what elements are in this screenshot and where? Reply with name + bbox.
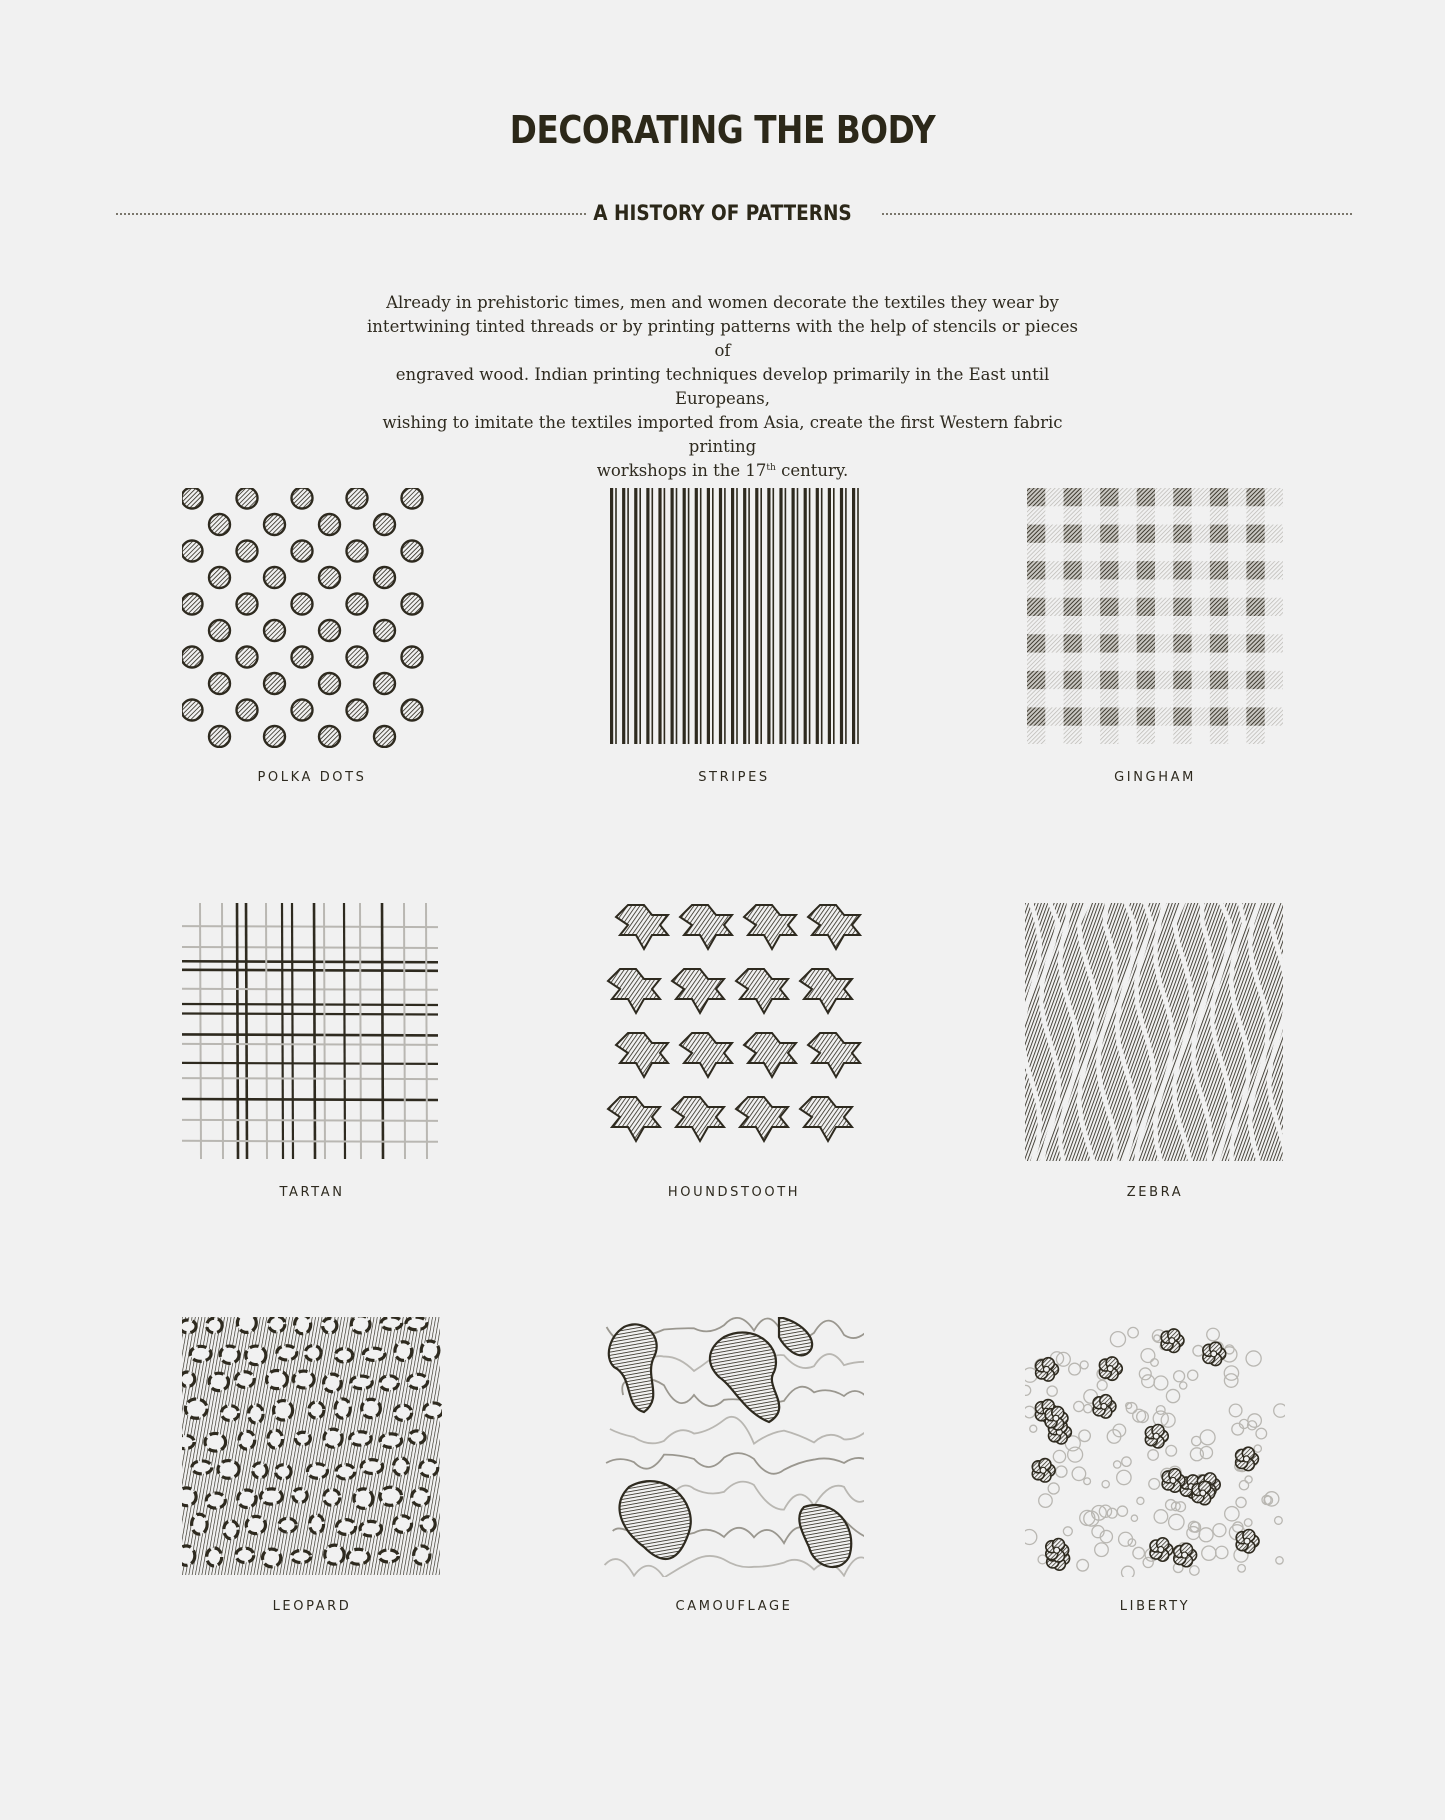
intro-line: intertwining tinted threads or by printing patterns with the help of stencils or pieces of — [367, 317, 1078, 360]
polka-dot — [319, 567, 340, 588]
pattern-tile-stripes — [604, 488, 864, 785]
intro-line: wishing to imitate the textiles imported from Asia, create the first Western fabric printing — [382, 413, 1063, 456]
pattern-label: ZEBRA — [1126, 1185, 1184, 1200]
polka-dot — [182, 700, 203, 721]
polka-dot — [209, 620, 230, 641]
pattern-label: CAMOUFLAGE — [675, 1599, 793, 1614]
zebra-swatch — [1025, 903, 1285, 1163]
polka-dot — [374, 567, 395, 588]
pattern-tile-leopard — [182, 1317, 442, 1614]
polka-dot — [292, 488, 313, 509]
polka-dot — [374, 726, 395, 747]
polka-dot — [402, 541, 423, 562]
pattern-tile-tartan — [182, 903, 442, 1200]
pattern-label: POLKA DOTS — [257, 770, 367, 785]
polka-dot — [402, 594, 423, 615]
pattern-tile-liberty — [1025, 1317, 1285, 1614]
pattern-label: LIBERTY — [1119, 1599, 1191, 1614]
liberty-swatch — [1025, 1317, 1285, 1577]
polka-dot — [264, 514, 285, 535]
intro-paragraph — [360, 291, 1085, 483]
polka-dot — [237, 488, 258, 509]
polka-dot — [319, 620, 340, 641]
polka-dot — [319, 673, 340, 694]
polka-dot — [374, 673, 395, 694]
polka-dot — [209, 514, 230, 535]
pattern-tile-gingham — [1025, 488, 1285, 785]
polka-dots-swatch — [182, 488, 442, 748]
polka-dot — [209, 567, 230, 588]
polka-dot — [264, 620, 285, 641]
polka-dot — [347, 700, 368, 721]
polka-dot — [292, 594, 313, 615]
polka-dot — [182, 488, 203, 509]
houndstooth-swatch — [604, 903, 864, 1163]
polka-dot — [292, 541, 313, 562]
polka-dot — [264, 567, 285, 588]
pattern-label: STRIPES — [698, 770, 770, 785]
pattern-label: HOUNDSTOOTH — [667, 1185, 801, 1200]
intro-line: century. — [775, 461, 849, 480]
polka-dot — [264, 673, 285, 694]
polka-dot — [347, 647, 368, 668]
polka-dot — [374, 514, 395, 535]
polka-dot — [319, 514, 340, 535]
polka-dot — [237, 647, 258, 668]
page-title: DECORATING THE BODY — [509, 108, 936, 152]
polka-dot — [402, 700, 423, 721]
polka-dot — [292, 647, 313, 668]
polka-dot — [209, 726, 230, 747]
pattern-label: TARTAN — [279, 1185, 345, 1200]
polka-dot — [237, 700, 258, 721]
page-subtitle: A HISTORY OF PATTERNS — [593, 201, 852, 225]
polka-dot — [347, 488, 368, 509]
polka-dot — [237, 594, 258, 615]
polka-dot — [292, 700, 313, 721]
polka-dot — [182, 541, 203, 562]
dotted-rule-right — [882, 213, 1352, 215]
polka-dot — [182, 594, 203, 615]
tartan-swatch — [182, 903, 442, 1163]
intro-line: workshops in the 17 — [596, 461, 767, 480]
polka-dot — [402, 488, 423, 509]
polka-dot — [264, 726, 285, 747]
pattern-tile-camouflage — [604, 1317, 864, 1614]
pattern-tile-zebra — [1025, 903, 1285, 1200]
gingham-swatch — [1025, 488, 1285, 748]
intro-line: Already in prehistoric times, men and women decorate the textiles they wear by — [386, 293, 1059, 312]
intro-superscript: th — [766, 463, 776, 473]
pattern-tile-polka-dots — [182, 488, 442, 785]
pattern-label: GINGHAM — [1114, 770, 1196, 785]
polka-dot — [209, 673, 230, 694]
polka-dot — [182, 647, 203, 668]
stripes-swatch — [604, 488, 864, 748]
intro-line: engraved wood. Indian printing techniques develop primarily in the East until Europeans, — [395, 365, 1050, 408]
polka-dot — [374, 620, 395, 641]
polka-dot — [347, 594, 368, 615]
polka-dot — [402, 647, 423, 668]
polka-dot — [237, 541, 258, 562]
leopard-swatch — [182, 1317, 442, 1577]
camouflage-swatch — [604, 1317, 864, 1577]
pattern-label: LEOPARD — [272, 1599, 352, 1614]
polka-dot — [347, 541, 368, 562]
polka-dot — [319, 726, 340, 747]
pattern-tile-houndstooth — [604, 903, 864, 1200]
